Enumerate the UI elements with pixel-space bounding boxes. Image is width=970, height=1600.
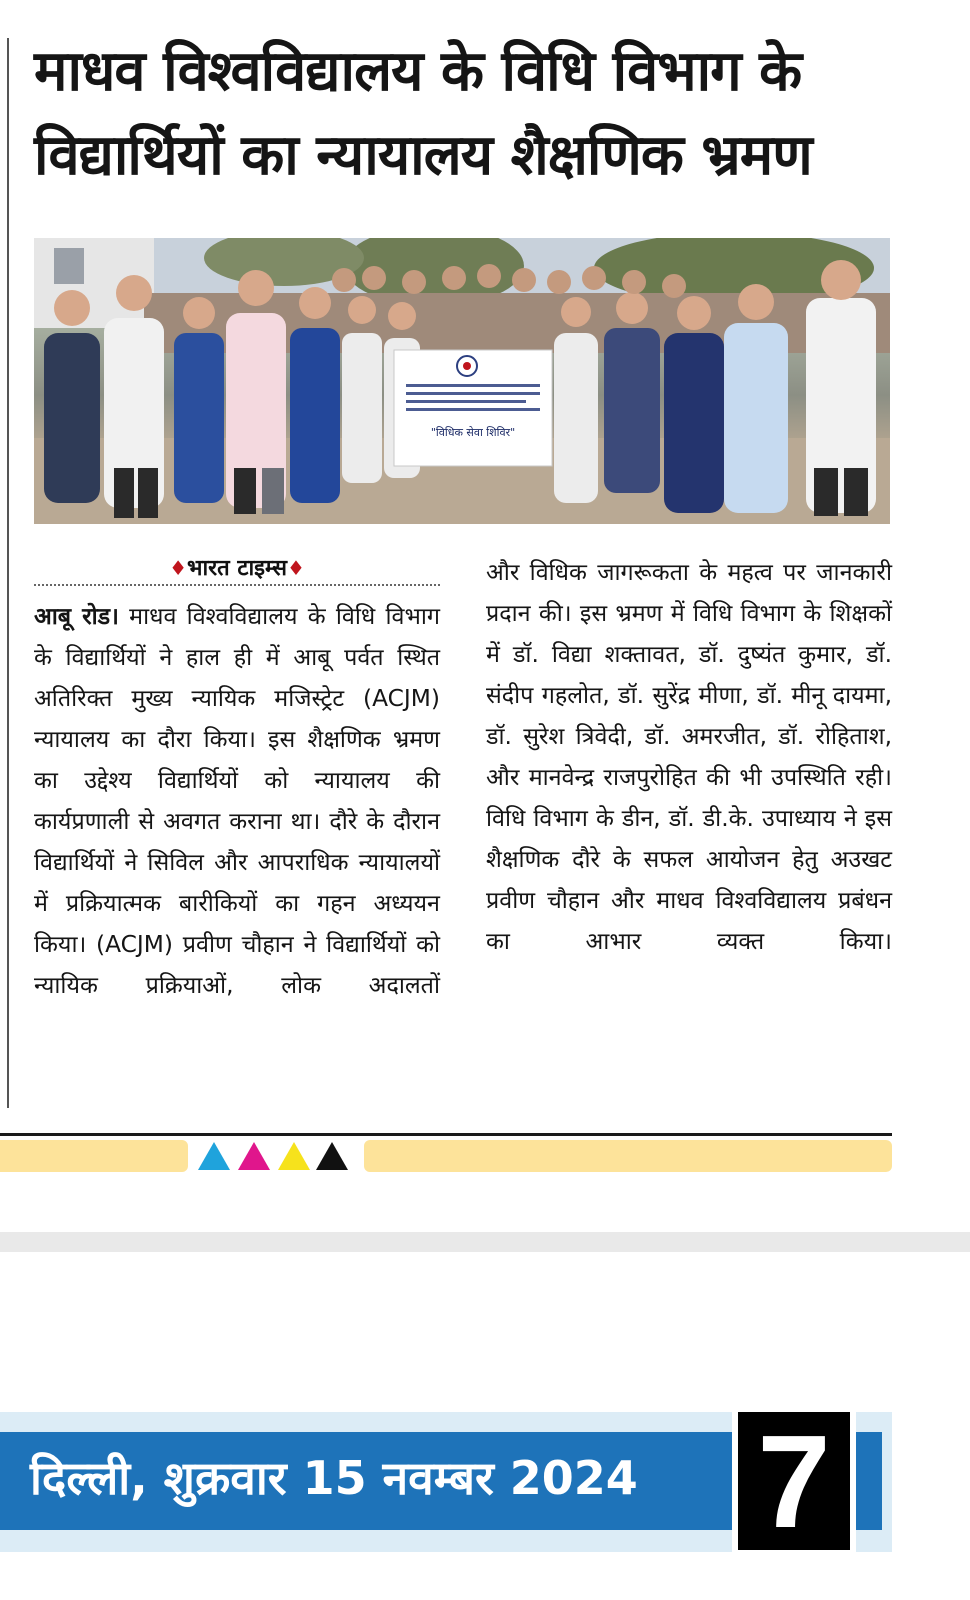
yellow-triangle-icon bbox=[278, 1142, 310, 1170]
byline bbox=[34, 552, 440, 582]
article-column-right bbox=[486, 552, 892, 962]
black-triangle-icon bbox=[316, 1142, 348, 1170]
article-headline: माधव विश्वविद्यालय के विधि विभाग के विद्यार्थियों का न्यायालय शैक्षणिक भ्रमण bbox=[34, 39, 812, 188]
color-bar-right bbox=[364, 1140, 892, 1172]
banner-caption: "विधिक सेवा शिविर" bbox=[430, 426, 516, 439]
group-photo bbox=[34, 238, 890, 524]
page-number: 7 bbox=[738, 1412, 850, 1550]
article-column-left bbox=[34, 596, 440, 1006]
article-dateline: आबू रोड। bbox=[34, 603, 119, 630]
color-bar-left bbox=[0, 1140, 188, 1172]
magenta-triangle-icon bbox=[238, 1142, 270, 1170]
byline-dotted-rule bbox=[34, 584, 440, 586]
column-divider-rule bbox=[7, 38, 9, 1108]
article-body-left: माधव विश्वविद्यालय के विधि विभाग के विद्यार्थियों ने हाल ही में आबू पर्वत स्थित अतिरिक्त मुख्य न्यायिक मजिस्ट्रेट (ACJM) न्यायालय का दौरा किया। इस शैक्षणिक भ्रमण का उद्देश्य विद्यार्थियों को न्यायालय की कार्यप्रणाली से अवगत कराना था। दौरे के दौरान विद्यार्थियों ने सिविल और आपराधिक न्यायालयों में प्रक्रियात्मक बारीकियों का गहन अध्ययन किया। (ACJM) प्रवीण चौहान ने विद्यार्थियों को न्यायिक प्रक्रियाओं, लोक अदालतों bbox=[34, 603, 441, 999]
article-bottom-rule bbox=[0, 1133, 892, 1136]
cyan-triangle-icon bbox=[198, 1142, 230, 1170]
byline-diamond-left-icon: ♦ bbox=[169, 556, 187, 580]
group-photo-illustration bbox=[34, 238, 890, 524]
article-body-right: और विधिक जागरूकता के महत्व पर जानकारी प्रदान की। इस भ्रमण में विधि विभाग के शिक्षकों में डॉ. विद्या शक्तावत, डॉ. दुष्यंत कुमार, डॉ. संदीप गहलोत, डॉ. सुरेंद्र मीणा, डॉ. मीनू दायमा, डॉ. सुरेश त्रिवेदी, डॉ. अमरजीत, डॉ. रोहिताश, और मानवेन्द्र राजपुरोहित की भी उपस्थिति रही। विधि विभाग के डीन, डॉ. डी.के. उपाध्याय ने इस शैक्षणिक दौरे के सफल आयोजन हेतु अउखट प्रवीण चौहान और माधव विश्वविद्यालय प्रबंधन का आभार व्यक्त किया। bbox=[486, 559, 892, 955]
byline-diamond-right-icon: ♦ bbox=[286, 556, 305, 580]
registration-marks bbox=[198, 1140, 358, 1174]
footer-dateline: दिल्ली, शुक्रवार 15 नवम्बर 2024 bbox=[30, 1451, 638, 1505]
page-gutter-band bbox=[0, 1232, 970, 1252]
byline-source: भारत टाइम्स bbox=[187, 556, 287, 581]
